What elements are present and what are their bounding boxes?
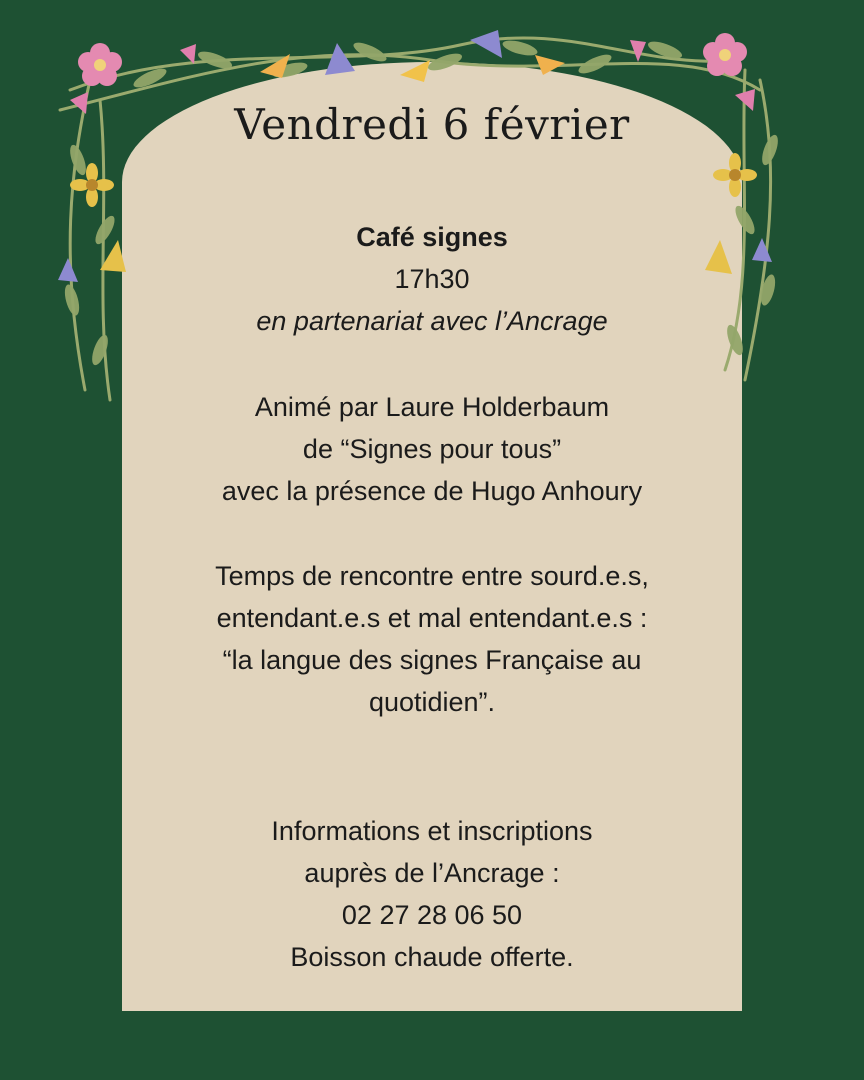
drink-note: Boisson chaude offerte. (290, 942, 574, 972)
info-line: auprès de l’Ancrage : (304, 858, 560, 888)
info-line: Informations et inscriptions (271, 816, 593, 846)
event-name: Café signes (356, 222, 508, 252)
host-line: de “Signes pour tous” (302, 434, 562, 464)
description-line: Temps de rencontre entre sourd.e.s, (215, 561, 649, 591)
description-line: quotidien”. (368, 687, 496, 717)
description-block (122, 555, 742, 723)
event-time: 17h30 (394, 264, 470, 294)
description-line: “la langue des signes Française au (222, 645, 642, 675)
partnership-text: en partenariat avec l’Ancrage (256, 306, 608, 336)
info-block (122, 810, 742, 978)
event-summary (122, 216, 742, 342)
hosts-block (122, 386, 742, 512)
description-line: entendant.e.s et mal entendant.e.s : (216, 603, 648, 633)
host-line: avec la présence de Hugo Anhoury (221, 476, 643, 506)
host-line: Animé par Laure Holderbaum (254, 392, 610, 422)
event-date-title: Vendredi 6 février (234, 100, 630, 149)
phone-number: 02 27 28 06 50 (341, 900, 523, 930)
